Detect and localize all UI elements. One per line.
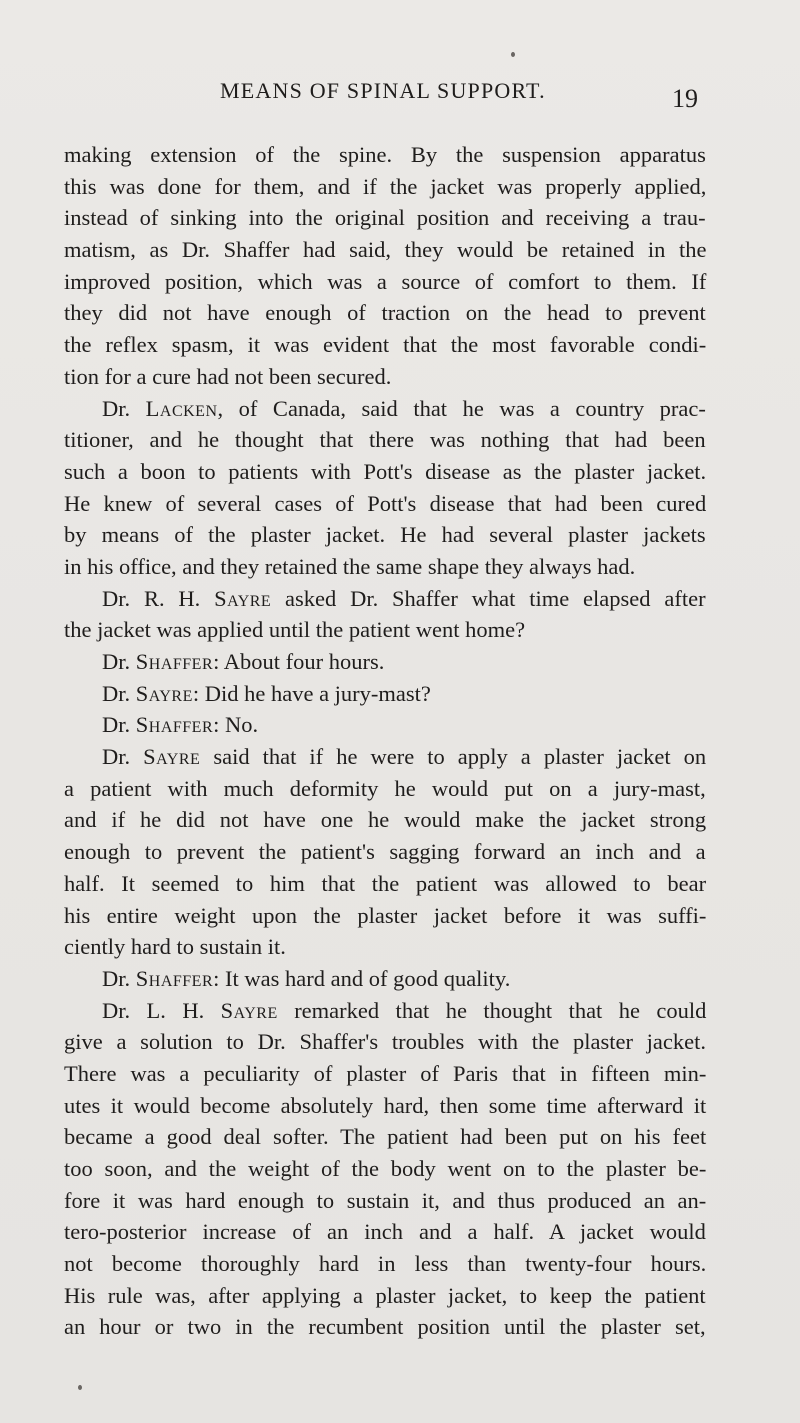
- line-text: they did not have enough of traction on the head to prevent: [64, 300, 706, 326]
- speaker-name: Sayre: [214, 585, 272, 611]
- line-content: [64, 614, 706, 646]
- line-content: [64, 1311, 706, 1343]
- ink-speck: [78, 1385, 82, 1390]
- line-content: [64, 297, 706, 329]
- text-line: [64, 931, 706, 963]
- line-content: [64, 488, 706, 520]
- line-content: [64, 1090, 706, 1122]
- line-content: [64, 1058, 706, 1090]
- line-content: [64, 202, 706, 234]
- line-text: not become thoroughly hard in less than twenty-four hours.: [64, 1251, 707, 1277]
- line-text: improved position, which was a source of comfort to them. If: [64, 268, 707, 294]
- text-line: [64, 456, 706, 488]
- speaker-prefix: Dr.: [102, 712, 136, 738]
- line-text: by means of the plaster jacket. He had several plaster jackets: [64, 522, 706, 548]
- text-line: [64, 709, 706, 741]
- line-content: [64, 1280, 706, 1312]
- line-text: There was a peculiarity of plaster of Paris that in fifteen min-: [64, 1060, 707, 1086]
- line-text: ciently hard to sustain it.: [64, 934, 286, 960]
- line-content: [64, 1121, 706, 1153]
- speaker-name: Sayre: [220, 997, 278, 1023]
- text-line: [64, 297, 706, 329]
- line-group: [102, 646, 384, 678]
- line-text: instead of sinking into the original position and receiving a trau-: [64, 205, 706, 231]
- speaker-name: Lacken: [145, 395, 218, 421]
- text-line: [64, 995, 706, 1027]
- text-line: [64, 171, 706, 203]
- text-line: [64, 741, 706, 773]
- text-line: [64, 1153, 706, 1185]
- page-header: [0, 72, 800, 112]
- line-content: [64, 1026, 706, 1058]
- line-content: [64, 900, 706, 932]
- line-content: [64, 361, 706, 393]
- line-group: [102, 583, 706, 615]
- line-group: [102, 678, 431, 710]
- text-line: [64, 1248, 706, 1280]
- text-line: [64, 139, 706, 171]
- line-content: [102, 583, 706, 615]
- text-line: [64, 202, 706, 234]
- line-text: his entire weight upon the plaster jacket before it was suffi-: [64, 902, 707, 928]
- line-text: matism, as Dr. Shaffer had said, they would be retained in the: [64, 237, 707, 263]
- text-line: [64, 488, 706, 520]
- speaker-prefix: Dr.: [102, 744, 144, 770]
- line-content: [64, 773, 706, 805]
- line-text: give a solution to Dr. Shaffer's troubles with the plaster jacket.: [64, 1029, 707, 1055]
- speaker-name: Shaffer: [135, 712, 214, 738]
- line-content: [64, 456, 706, 488]
- text-line: [64, 424, 706, 456]
- line-text: the jacket was applied until the patient went home?: [64, 617, 526, 643]
- line-content: [102, 741, 706, 773]
- running-head: MEANS OF SPINAL SUPPORT.: [220, 78, 546, 103]
- line-text: this was done for them, and if the jacket was properly applied,: [64, 173, 707, 199]
- speaker-name: Shaffer: [135, 965, 214, 991]
- line-content: [64, 931, 706, 963]
- line-content: [64, 171, 706, 203]
- line-content: [64, 139, 706, 171]
- speaker-prefix: Dr. R. H.: [102, 585, 215, 611]
- line-text: half. It seemed to him that the patient was allowed to bear: [64, 870, 707, 896]
- text-line: [64, 804, 706, 836]
- line-text: tero-posterior increase of an inch and a half. A jacket would: [64, 1219, 706, 1245]
- text-line: [64, 361, 706, 393]
- ink-speck: [511, 52, 515, 57]
- line-content: [64, 1248, 706, 1280]
- text-line: [64, 773, 706, 805]
- line-text: His rule was, after applying a plaster jacket, to keep the patient: [64, 1282, 706, 1308]
- speaker-prefix: Dr.: [102, 649, 136, 674]
- line-group: [102, 393, 706, 425]
- speaker-name: Sayre: [143, 744, 201, 770]
- line-text: : About four hours.: [213, 649, 385, 674]
- line-text: tion for a cure had not been secured.: [64, 363, 392, 389]
- speaker-prefix: Dr.: [102, 965, 136, 991]
- line-text: He knew of several cases of Pott's disease that had been cured: [64, 490, 707, 516]
- line-text: a patient with much deformity he would put on a jury-mast,: [64, 775, 706, 801]
- line-text: making extension of the spine. By the suspension apparatus: [64, 142, 706, 167]
- line-text: , of Canada, said that he was a country prac-: [217, 395, 706, 421]
- line-text: enough to prevent the patient's sagging forward an inch and a: [64, 839, 706, 865]
- text-line: [64, 900, 706, 932]
- line-content: [64, 551, 706, 583]
- speaker-name: Shaffer: [135, 649, 214, 674]
- text-line: [64, 266, 706, 298]
- text-line: [64, 1311, 706, 1343]
- text-line: [64, 1090, 706, 1122]
- line-text: : No.: [213, 712, 259, 738]
- line-content: [102, 963, 706, 995]
- line-text: such a boon to patients with Pott's disease as the plaster jacket.: [64, 458, 707, 484]
- line-group: [102, 995, 706, 1027]
- line-text: became a good deal softer. The patient had been put on his feet: [64, 1124, 707, 1150]
- line-content: [64, 836, 706, 868]
- text-line: [64, 836, 706, 868]
- body-text: [64, 139, 706, 1343]
- speaker-prefix: Dr.: [102, 680, 136, 706]
- line-content: [64, 519, 706, 551]
- line-text: remarked that he thought that he could: [277, 997, 707, 1023]
- line-content: [64, 1153, 706, 1185]
- text-line: [64, 1185, 706, 1217]
- line-content: [64, 424, 706, 456]
- line-content: [64, 234, 706, 266]
- line-text: : Did he have a jury-mast?: [192, 680, 431, 706]
- line-text: utes it would become absolutely hard, then some time afterward it: [64, 1092, 707, 1118]
- line-content: [64, 1216, 706, 1248]
- text-line: [64, 329, 706, 361]
- line-content: [64, 804, 706, 836]
- text-line: [64, 583, 706, 615]
- line-content: [64, 868, 706, 900]
- line-content: [64, 266, 706, 298]
- text-line: [64, 1121, 706, 1153]
- line-text: the reflex spasm, it was evident that the most favorable condi-: [64, 332, 707, 358]
- speaker-name: Sayre: [135, 680, 193, 706]
- line-group: [102, 741, 706, 773]
- line-text: asked Dr. Shaffer what time elapsed after: [271, 585, 706, 611]
- line-text: titioner, and he thought that there was nothing that had been: [64, 427, 706, 453]
- line-text: an hour or two in the recumbent position until the plaster set,: [64, 1314, 706, 1340]
- text-line: [64, 1216, 706, 1248]
- text-line: [64, 1026, 706, 1058]
- line-text: fore it was hard enough to sustain it, and thus produced an an-: [64, 1187, 707, 1213]
- text-line: [64, 868, 706, 900]
- line-content: [102, 995, 706, 1027]
- line-content: [102, 678, 706, 710]
- line-group: [102, 709, 258, 741]
- line-content: [102, 646, 706, 678]
- text-line: [64, 234, 706, 266]
- line-content: [64, 329, 706, 361]
- page-number: 19: [672, 84, 698, 113]
- line-content: [64, 1185, 706, 1217]
- text-line: [64, 963, 706, 995]
- line-text: said that if he were to apply a plaster jacket on: [200, 744, 707, 770]
- text-line: [64, 646, 706, 678]
- line-group: [102, 963, 510, 995]
- line-text: and if he did not have one he would make the jacket strong: [64, 807, 707, 833]
- line-content: [102, 709, 706, 741]
- line-text: : It was hard and of good quality.: [213, 965, 511, 991]
- speaker-prefix: Dr. L. H.: [102, 997, 221, 1023]
- text-line: [64, 1280, 706, 1312]
- text-line: [64, 551, 706, 583]
- text-line: [64, 614, 706, 646]
- text-line: [64, 678, 706, 710]
- text-line: [64, 519, 706, 551]
- text-line: [64, 393, 706, 425]
- line-text: in his office, and they retained the same shape they always had.: [64, 553, 636, 579]
- line-text: too soon, and the weight of the body went on to the plaster be-: [64, 1156, 707, 1181]
- line-content: [102, 393, 706, 425]
- speaker-prefix: Dr.: [102, 395, 146, 421]
- text-line: [64, 1058, 706, 1090]
